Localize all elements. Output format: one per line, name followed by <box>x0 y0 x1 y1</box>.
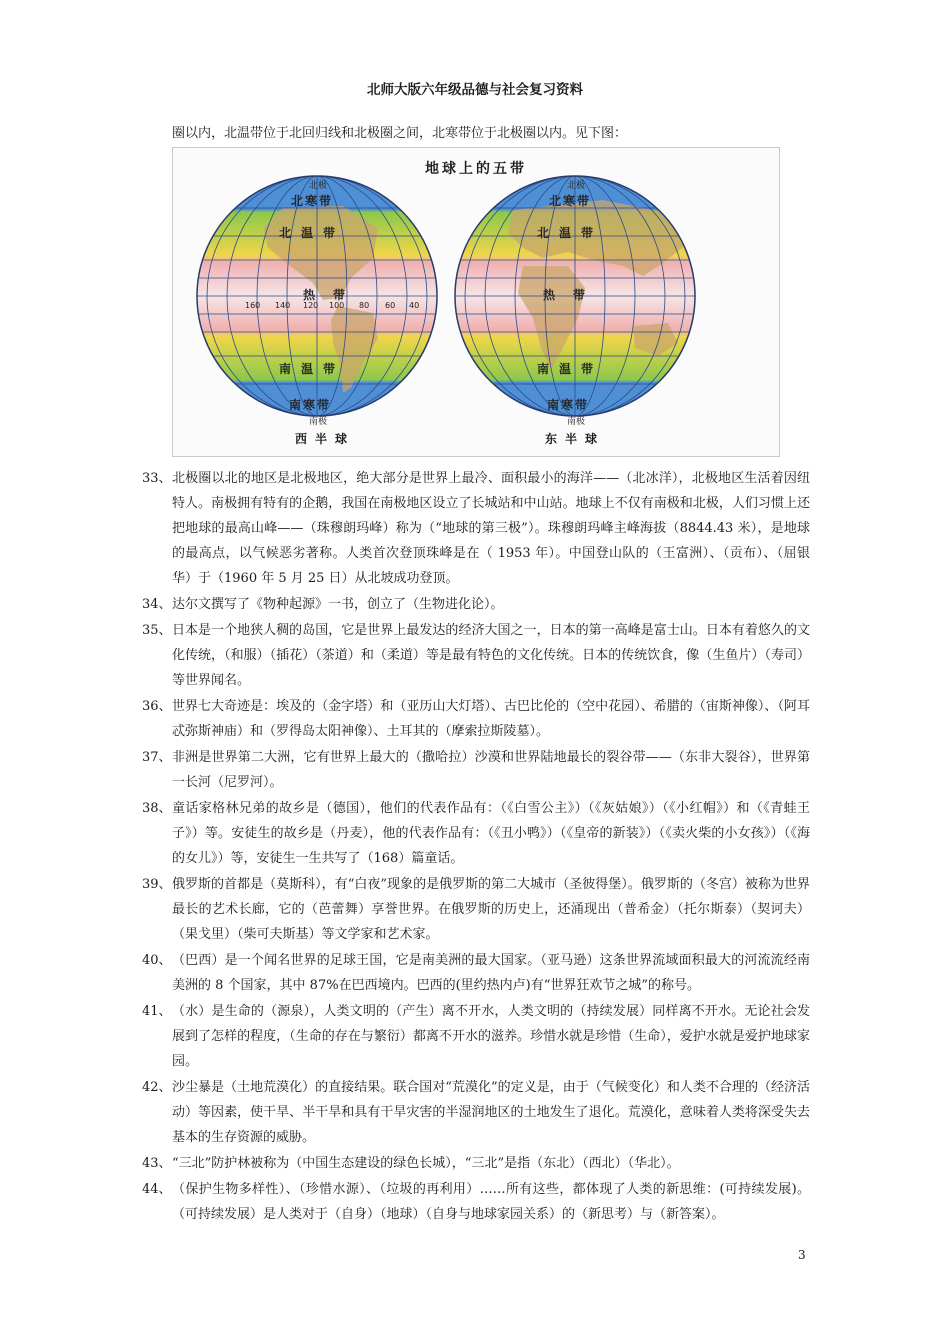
study-notes <box>142 466 810 1228</box>
item-number: 37、 <box>142 750 172 765</box>
tropical-label: 热带 <box>543 288 604 302</box>
item-number: 39、 <box>142 877 172 892</box>
list-item <box>142 1177 810 1227</box>
item-number: 38、 <box>142 801 172 816</box>
list-item <box>142 1151 810 1176</box>
south-temperate-label: 南温带 <box>537 362 604 376</box>
item-text: 世界七大奇迹是：埃及的（金字塔）和（亚历山大灯塔）、古巴比伦的（空中花园）、希腊的（宙斯神像）、（阿耳忒弥斯神庙）和（罗得岛太阳神像）、土耳其的（摩索拉斯陵墓）。 <box>172 699 810 739</box>
page-number: 3 <box>798 1248 806 1262</box>
item-text: 俄罗斯的首都是（莫斯科），有“白夜”现象的是俄罗斯的第二大城市（圣彼得堡）。俄罗斯的（冬宫）被称为世界最长的艺术长廊，它的（芭蕾舞）享誉世界。在俄罗斯的历史上，还涌现出（普希金）（托尔斯泰）（契诃夫）（果戈里）（柴可夫斯基）等文学家和艺术家。 <box>172 877 810 942</box>
item-number: 35、 <box>142 623 172 638</box>
item-number: 40、 <box>142 953 172 968</box>
south-pole-label: 南极 <box>567 417 586 427</box>
item-text: 沙尘暴是（土地荒漠化）的直接结果。联合国对“荒漠化”的定义是，由于（气候变化）和人类不合理的（经济活动）等因素，使干旱、半干旱和具有干旱灾害的半湿润地区的土地发生了退化。荒漠化，意味着人类将深受失去基本的生存资源的威胁。 <box>172 1080 810 1145</box>
item-text: 日本是一个地狭人稠的岛国，它是世界上最发达的经济大国之一，日本的第一高峰是富士山。日本有着悠久的文化传统，（和服）（插花）（茶道）和（柔道）等是最有特色的文化传统。日本的传统饮食，像（生鱼片）（寿司）等世界闻名。 <box>172 623 810 688</box>
list-item <box>142 948 810 998</box>
list-item <box>142 796 810 871</box>
item-number: 42、 <box>142 1080 172 1095</box>
list-item <box>142 1075 810 1150</box>
lon-label: 120 <box>303 301 319 310</box>
item-number: 34、 <box>142 597 172 612</box>
item-text: 童话家格林兄弟的故乡是（德国），他们的代表作品有：（《白雪公主》）（《灰姑娘》）（《小红帽》）和（《青蛙王子》）等。安徒生的故乡是（丹麦），他的代表作品有：（《丑小鸭》）（《皇帝的新装》）（《卖火柴的小女孩》）（《海的女儿》）等，安徒生一生共写了（168）篇童话。 <box>172 801 810 866</box>
south-pole-label: 南极 <box>309 417 328 427</box>
item-number: 33、 <box>142 471 172 486</box>
list-item <box>142 618 810 693</box>
eastern-hemisphere-label: 东半球 <box>545 432 606 446</box>
south-frigid-label: 南寒带 <box>289 398 332 412</box>
north-pole-label: 北极 <box>567 181 586 191</box>
lon-label: 80 <box>359 301 370 310</box>
lon-label: 100 <box>329 301 345 310</box>
item-number: 41、 <box>142 1004 172 1019</box>
lon-label: 160 <box>245 301 261 310</box>
page-header: 北师大版六年级品德与社会复习资料 <box>367 82 583 98</box>
south-temperate-label: 南温带 <box>279 362 346 376</box>
item-number: 43、 <box>142 1156 172 1171</box>
north-temperate-label: 北温带 <box>537 226 604 240</box>
lon-label: 140 <box>275 301 291 310</box>
north-temperate-label: 北温带 <box>279 226 346 240</box>
lon-label: 40 <box>409 301 420 310</box>
list-item <box>142 745 810 795</box>
item-number: 36、 <box>142 699 172 714</box>
north-frigid-label: 北寒带 <box>291 194 334 208</box>
item-text: （保护生物多样性）、（珍惜水源）、（垃圾的再利用）……所有这些，都体现了人类的新思维：(可持续发展)。（可持续发展）是人类对于（自身）（地球）（自身与地球家园关系）的（新思考）与（新答案）。 <box>172 1182 810 1222</box>
five-zones-figure <box>172 147 780 457</box>
south-frigid-label: 南寒带 <box>547 398 590 412</box>
list-item <box>142 872 810 947</box>
intro-text: 圈以内，北温带位于北回归线和北极圈之间，北寒带位于北极圈以内。见下图： <box>172 126 628 141</box>
item-number: 44、 <box>142 1182 172 1197</box>
item-text: 北极圈以北的地区是北极地区，绝大部分是世界上最冷、面积最小的海洋——（北冰洋），北极地区生活着因纽特人。南极拥有特有的企鹅，我国在南极地区设立了长城站和中山站。地球上不仅有南极和北极，人们习惯上还把地球的最高山峰——（珠穆朗玛峰）称为（“地球的第三极”）。珠穆朗玛峰主峰海拔（8844.43 米），是地球的最高点，以气候恶劣著称。人类首次登顶珠峰是在（ 1953 年）。中国登山队的（王富洲）、（贡布）、（屈银华）于（1960 年 5 月 25 日）从北坡成功登顶。 <box>172 471 810 586</box>
item-text: （水）是生命的（源泉），人类文明的（产生）离不开水，人类文明的（持续发展）同样离不开水。无论社会发展到了怎样的程度，（生命的存在与繁衍）都离不开水的滋养。珍惜水就是珍惜（生命），爱护水就是爱护地球家园。 <box>172 1004 810 1069</box>
western-hemisphere-label: 西半球 <box>295 432 356 446</box>
north-pole-label: 北极 <box>309 181 328 191</box>
item-text: （巴西）是一个闻名世界的足球王国，它是南美洲的最大国家。（亚马逊）这条世界流域面积最大的河流流经南美洲的 8 个国家，其中 87%在巴西境内。巴西的(里约热内卢)有“世界狂欢节之城”的称号。 <box>172 953 810 993</box>
item-text: “三北”防护林被称为（中国生态建设的绿色长城），“三北”是指（东北）（西北）（华北）。 <box>172 1156 680 1171</box>
list-item <box>142 466 810 591</box>
item-text: 非洲是世界第二大洲，它有世界上最大的（撒哈拉）沙漠和世界陆地最长的裂谷带——（东非大裂谷），世界第一长河（尼罗河）。 <box>172 750 810 790</box>
tropical-label: 热带 <box>303 288 364 302</box>
lon-label: 60 <box>385 301 396 310</box>
north-frigid-label: 北寒带 <box>549 194 592 208</box>
item-text: 达尔文撰写了《物种起源》一书，创立了（生物进化论）。 <box>172 597 504 612</box>
figure-title: 地球上的五带 <box>425 161 527 177</box>
list-item <box>142 999 810 1074</box>
list-item <box>142 592 810 617</box>
globe-illustration <box>173 148 779 456</box>
list-item <box>142 694 810 744</box>
